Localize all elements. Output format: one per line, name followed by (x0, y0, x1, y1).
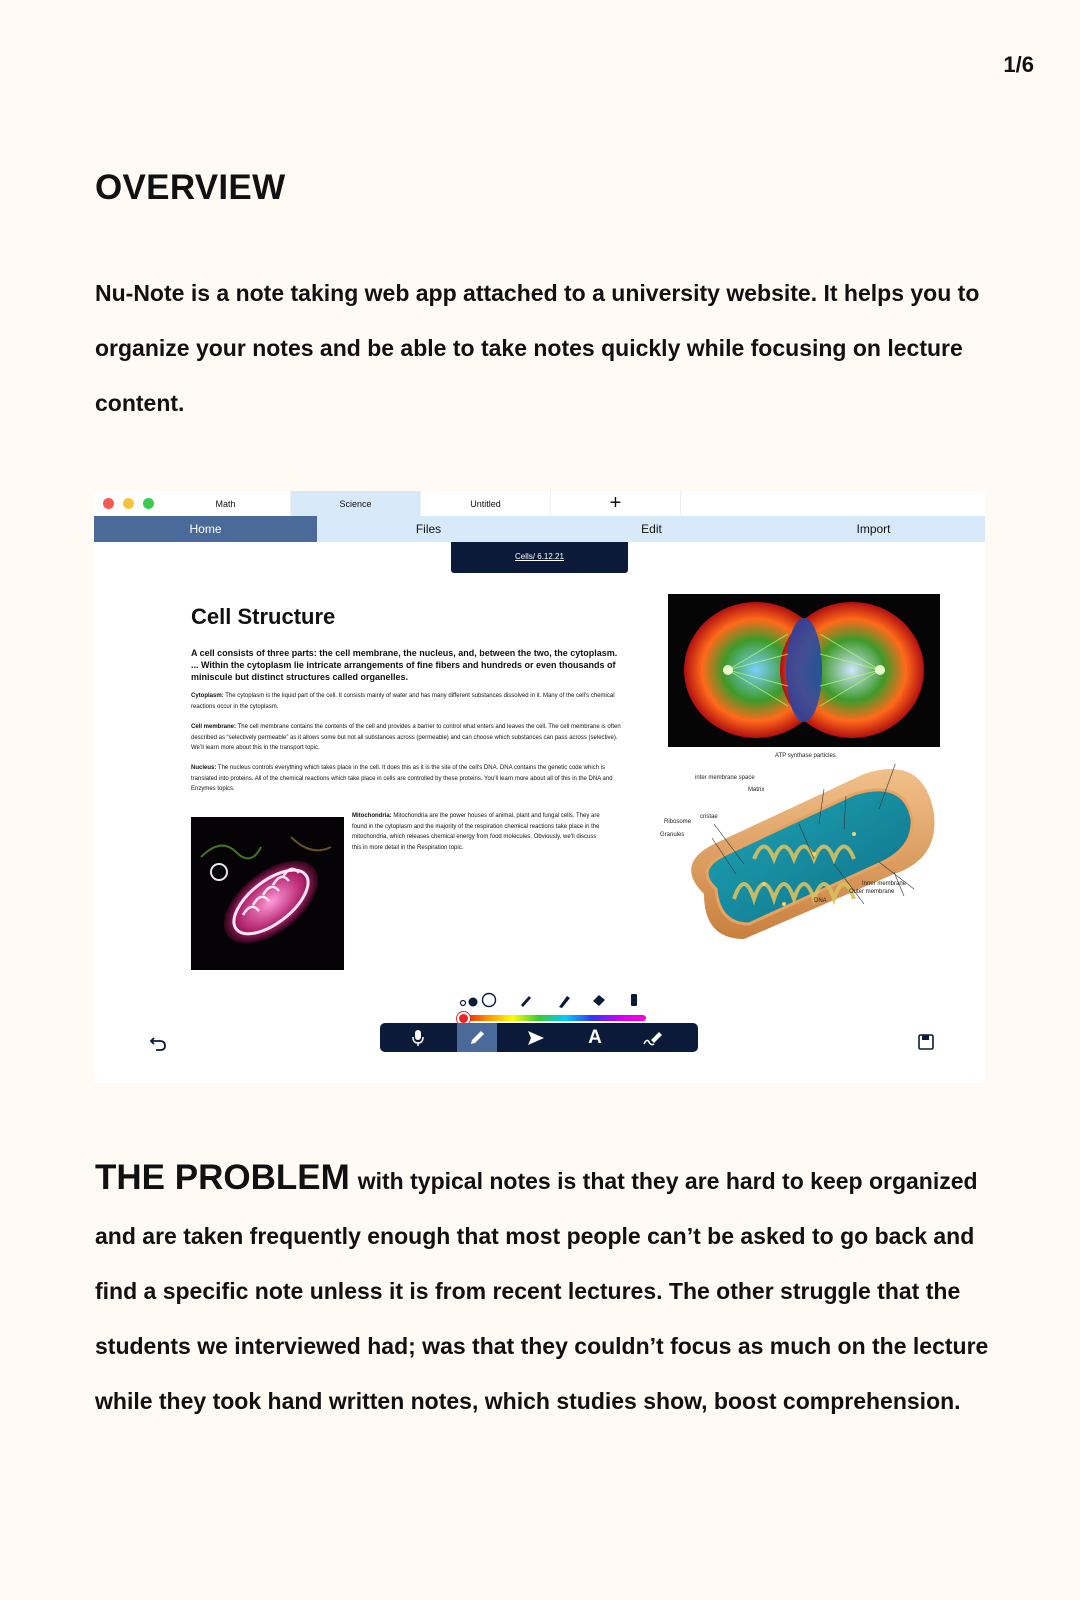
app-screenshot (94, 491, 985, 1083)
small-dot-icon[interactable] (461, 1001, 466, 1006)
diagram-label: ATP synthase particles (775, 753, 836, 759)
brush-icon[interactable] (559, 996, 570, 1008)
microphone-icon[interactable] (398, 1023, 438, 1052)
note-paragraph (191, 763, 621, 795)
text-icon[interactable]: A (588, 1027, 602, 1048)
note-term: Cytoplasm: (191, 693, 224, 699)
tab-math[interactable]: Math (161, 491, 291, 516)
maximize-window-dot[interactable] (143, 498, 154, 509)
overview-heading: OVERVIEW (95, 168, 286, 207)
menu-home[interactable]: Home (94, 516, 317, 542)
note-title: Cell Structure (191, 604, 336, 629)
play-icon[interactable] (516, 1023, 556, 1052)
tab-untitled[interactable]: Untitled (421, 491, 551, 516)
diagram-label: DNA (814, 898, 827, 904)
note-text: The cytoplasm is the liquid part of the cell. It consists mainly of water and has many different substances dissolved in it. Many of the cell’s chemical reactions occur in the cytoplasm. (191, 693, 615, 710)
note-paragraph (191, 691, 621, 712)
note-text: Mitochondria are the power houses of animal, plant and fungal cells. They are found in the cytoplasm and the majority of the respiration chemical reactions take place in the mitochondria, which releases chemical energy from food molecules. Obviously, we’ll discuss this in more detail in the Respiration topic. (352, 813, 600, 851)
note-term: Nucleus: (191, 765, 217, 771)
problem-text: with typical notes is that they are hard to keep organized and are taken frequently enough that most people can’t be asked to go back and find a specific note unless it is from recent lectures. The other struggle that the students we interviewed had; was that they couldn’t focus as much on the lecture while they took hand written notes, which studies show, boost comprehension. (95, 1168, 989, 1414)
tab-bar (94, 491, 985, 516)
brush-tools (457, 991, 657, 1011)
menu-files[interactable]: Files (415, 522, 442, 536)
menu-edit[interactable]: Edit (641, 522, 662, 536)
medium-dot-icon[interactable] (469, 998, 478, 1007)
diagram-label: Inner membrane (862, 881, 907, 887)
mitochondria-image[interactable] (191, 817, 344, 970)
diagram-label: inter membrane space (695, 775, 755, 781)
menu-import[interactable]: Import (856, 522, 891, 536)
bottom-toolbar (380, 1023, 698, 1052)
close-window-dot[interactable] (103, 498, 114, 509)
color-slider[interactable] (459, 1015, 646, 1021)
cell-division-image[interactable] (668, 594, 940, 747)
minimize-window-dot[interactable] (123, 498, 134, 509)
diagram-label: Outer membrane (849, 889, 895, 895)
large-circle-icon[interactable] (483, 994, 496, 1007)
mitochondria-diagram[interactable] (664, 764, 944, 944)
menu-bar (94, 516, 985, 542)
save-icon[interactable] (918, 1034, 934, 1055)
note-term: Mitochondria: (352, 813, 392, 819)
breadcrumb[interactable]: Cells/ 6.12.21 (451, 542, 628, 573)
marker-icon[interactable] (631, 994, 637, 1006)
note-term: Cell membrane: (191, 724, 237, 730)
undo-icon[interactable] (149, 1034, 167, 1057)
problem-paragraph (95, 1150, 995, 1429)
diagram-label: Matrix (748, 787, 765, 793)
eraser-icon[interactable] (593, 995, 605, 1006)
diagram-label: Ribosome (664, 819, 692, 825)
note-text: The nucleus controls everything which takes place in the cell. It does this as it is the site of the cell’s DNA. DNA contains the genetic code which is translated into proteins. All of the chemical reactions which take place in cells are controlled by these proteins. You’ll learn more about all of this in the DNA and Enzymes topics. (191, 765, 613, 792)
overview-text: Nu-Note is a note taking web app attached to a university website. It helps you to organize your notes and be able to take notes quickly while focusing on lecture content. (95, 280, 980, 416)
note-paragraph (191, 722, 621, 754)
note-paragraph (352, 811, 602, 853)
diagram-label: Granules (660, 832, 685, 838)
note-text: The cell membrane contains the contents of the cell and provides a barrier to control what enters and leaves the cell. The cell membrane is often described as “selectively permeable” as it allows some but not all substances across (permeable) and can choose which substances can pass across (selective). We’ll learn more about this in the transport topic. (191, 724, 621, 751)
note-intro: A cell consists of three parts: the cell membrane, the nucleus, and, between the two, the cytoplasm. ... Within the cytoplasm lie intricate arrangements of fine fibers and hundreds or even thousands of miniscule but distinct structures called organelles. (191, 648, 618, 682)
page-number: 1/6 (1003, 52, 1034, 77)
pencil-icon[interactable] (457, 1023, 497, 1052)
new-tab-button[interactable]: + (551, 491, 681, 516)
pen-icon[interactable] (521, 996, 531, 1007)
diagram-label: cristae (700, 814, 718, 820)
tab-science[interactable]: Science (291, 491, 421, 516)
handwriting-icon[interactable] (634, 1023, 674, 1052)
problem-heading: THE PROBLEM (95, 1158, 350, 1197)
